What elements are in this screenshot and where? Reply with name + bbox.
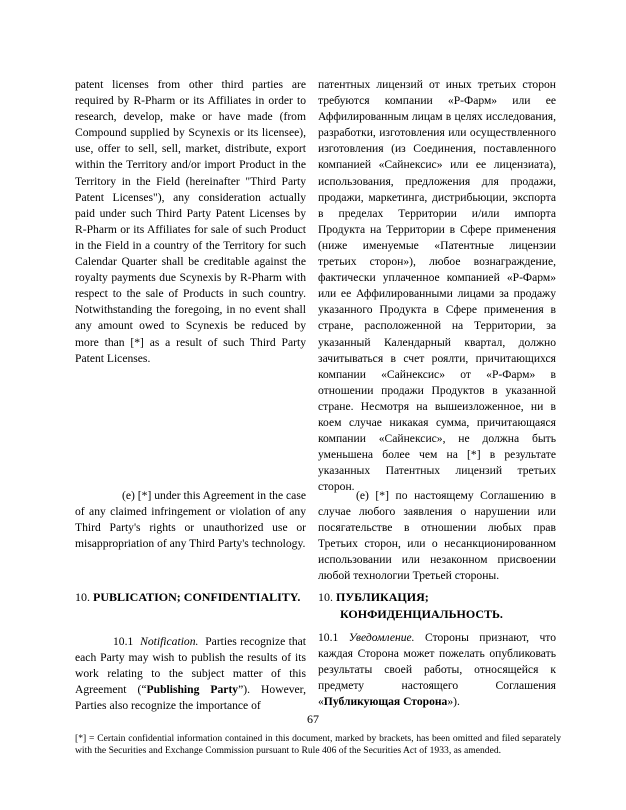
footnote: [*] = Certain confidential information contained in this document, marked by brackets, has been omitted and filed separately with the Securities and Exchange Commission pursuant to Rule 406 of the Securities Act of 1933, as amended. (75, 733, 561, 757)
right-clause-10-1-title: Уведомление. (348, 631, 415, 644)
right-section-title-line1: ПУБЛИКАЦИЯ; (336, 590, 429, 604)
left-clause-10-1-title: Notification. (140, 635, 199, 648)
right-clause-10-1-text-b: »). (447, 695, 460, 709)
page-number: 67 (307, 712, 319, 726)
left-clause-10-1-text-a: Parties recognize that each Party may wish to publish the results of its work relating to the subject matter of this Agreement (“ (75, 635, 307, 697)
left-clause-10-1-bold: Publishing Party (146, 683, 239, 697)
right-royalty-paragraph: патентных лицензий от иных третьих сторон требуются компании «Р-Фарм» или ее Аффилированным лицам в целях исследования, разработки, изготовления или осуществленного изготовления (из Соединения, поставленного компанией «Сайнексис» или ее лицензиата), использования, предложения для продажи, продажи, маркетинга, дистрибьюции, экспорта в пределах Территории и/или импорта Продукта на Территории в Сфере применения (ниже именуемые «Патентные лицензии третьих сторон»), любое вознаграждение, фактически уплаченное компанией «Р-Фарм» или ее Аффилированными лицами за продажу указанного Продукта в Сфере применения в стране, расположенной на Территории, за указанный Календарный квартал, должно зачитываться в счет роялти, причитающихся компании «Сайнексис» от «Р-Фарм» в отношении продажи Продуктов в указанной стране. Несмотря на вышеизложенное, ни в коем случае никакая сумма, причитающаяся компании «Сайнексис», не должна быть уменьшена более чем на [*] в результате указанных Патентных лицензий третьих сторон. (318, 78, 556, 494)
right-clause-10-1 (318, 630, 556, 710)
right-section-title-line2: КОНФИДЕНЦИАЛЬНОСТЬ. (340, 607, 503, 621)
left-section-number: 10. (75, 590, 90, 604)
left-section-heading (75, 589, 306, 606)
right-clause-10-1-bold: Публикующая Сторона (323, 695, 448, 709)
right-clause-10-1-number: 10.1 (318, 631, 339, 644)
right-section-number: 10. (318, 590, 333, 604)
left-royalty-paragraph: patent licenses from other third parties are required by R-Pharm or its Affiliates in order to research, develop, make or have made (from Compound supplied by Scynexis or its licensee), use, offer to sell, sell, market, distribute, export within the Territory and/or import Product in the Territory in the Field (hereinafter "Third Party Patent Licenses"), any consideration actually paid under such Third Party Patent Licenses by R-Pharm or its Affiliates for sale of such Product in the Field in a country of the Territory for such Calendar Quarter shall be creditable against the royalty payments due Scynexis by R-Pharm with respect to the sale of Products in such country. Notwithstanding the foregoing, in no event shall any amount owed to Scynexis be reduced by more than [*] as a result of such Third Party Patent Licenses. (75, 78, 306, 365)
right-section-heading (318, 589, 556, 623)
right-clause-e: (e) [*] по настоящему Соглашению в случае любого заявления о нарушении или посягательстве в отношении любых прав Третьих сторон, или о несанкционированном использовании или незаконном присвоении любой технологии Третьей стороны. (318, 489, 556, 583)
right-clause-10-1-text-a: Стороны признают, что каждая Сторона может пожелать опубликовать результаты своей работы, относящейся к предмету настоящего Соглашения « (318, 631, 556, 709)
left-clause-e: (e) [*] under this Agreement in the case of any claimed infringement or violation of any Third Party's rights or unauthorized use or misappropriation of any Third Party's technology. (75, 489, 306, 551)
left-clause-10-1 (75, 634, 306, 714)
left-section-title: PUBLICATION; CONFIDENTIALITY. (93, 590, 301, 604)
left-clause-10-1-text-b: ”). However, Parties also recognize the importance of (75, 683, 306, 713)
left-clause-10-1-number: 10.1 (113, 635, 134, 648)
